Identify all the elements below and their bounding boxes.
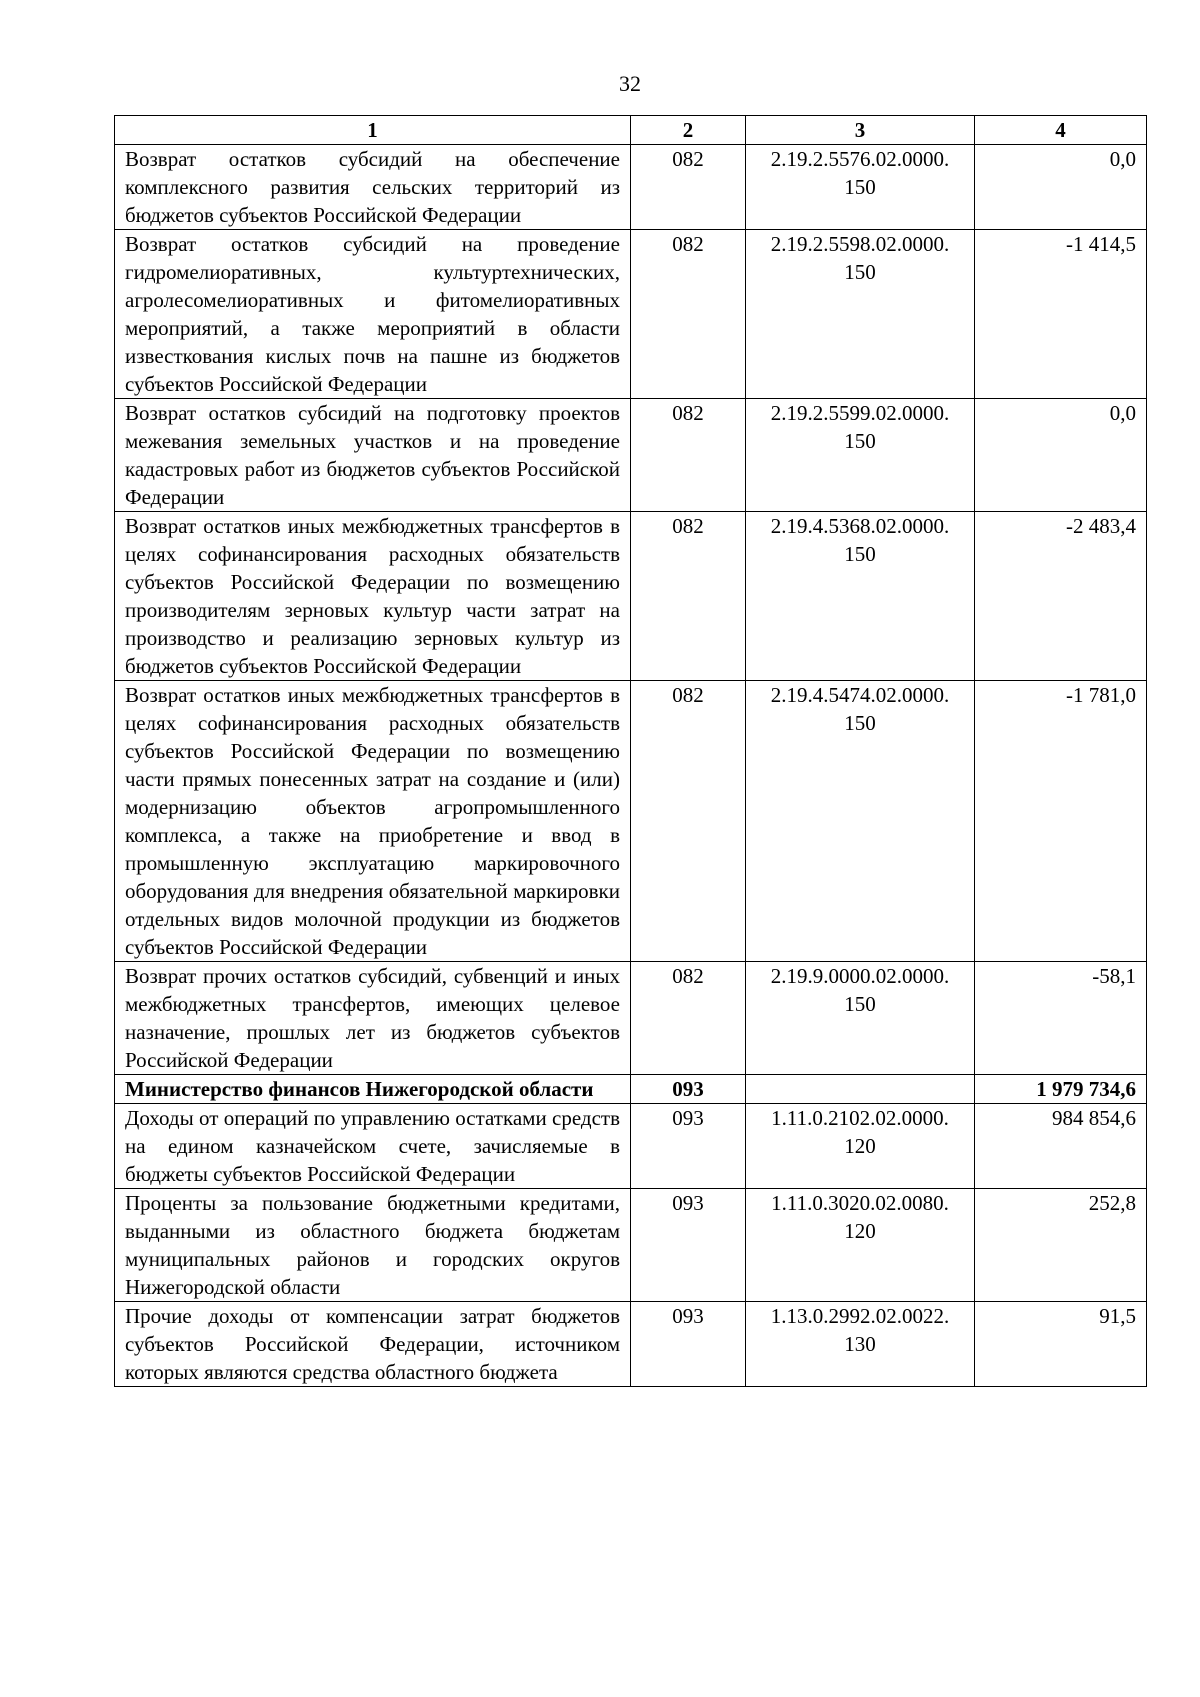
- row-name: Возврат остатков субсидий на проведение гидромелиоративных, культуртехнических, агролесомелиоративных и фитомелиоративных мероприятий, а также мероприятий в области известкования кислых почв на пашне из бюджетов субъектов Российской Федерации: [115, 230, 631, 399]
- row-admin-code: 082: [631, 145, 746, 230]
- row-admin-code: 082: [631, 512, 746, 681]
- row-admin-code: 093: [631, 1189, 746, 1302]
- table-row: [115, 962, 1147, 1075]
- row-amount: -58,1: [975, 962, 1147, 1075]
- row-name: Проценты за пользование бюджетными кредитами, выданными из областного бюджета бюджетам муниципальных районов и городских округов Нижегородской области: [115, 1189, 631, 1302]
- section-total-row: [115, 1075, 1147, 1104]
- table-row: [115, 230, 1147, 399]
- row-amount: -1 781,0: [975, 681, 1147, 962]
- table-row: [115, 512, 1147, 681]
- row-classification-code: 2.19.4.5368.02.0000. 150: [746, 512, 975, 681]
- row-classification-code: 2.19.2.5598.02.0000. 150: [746, 230, 975, 399]
- row-amount: 0,0: [975, 145, 1147, 230]
- header-col-3: 3: [746, 116, 975, 145]
- row-amount: -2 483,4: [975, 512, 1147, 681]
- row-admin-code: 082: [631, 399, 746, 512]
- row-amount: 252,8: [975, 1189, 1147, 1302]
- header-row: [115, 116, 1147, 145]
- table-row: [115, 1189, 1147, 1302]
- revenue-table: [114, 115, 1147, 1387]
- table-body: [115, 145, 1147, 1387]
- row-admin-code: 082: [631, 962, 746, 1075]
- section-name: Министерство финансов Нижегородской области: [115, 1075, 631, 1104]
- row-name: Возврат остатков иных межбюджетных трансфертов в целях софинансирования расходных обязательств субъектов Российской Федерации по возмещению части прямых понесенных затрат на создание и (или) модернизацию объектов агропромышленного комплекса, а также на приобретение и ввод в промышленную эксплуатацию маркировочного оборудования для внедрения обязательной маркировки отдельных видов молочной продукции из бюджетов субъектов Российской Федерации: [115, 681, 631, 962]
- row-name: Возврат остатков иных межбюджетных трансфертов в целях софинансирования расходных обязательств субъектов Российской Федерации по возмещению производителям зерновых культур части затрат на производство и реализацию зерновых культур из бюджетов субъектов Российской Федерации: [115, 512, 631, 681]
- header-col-1: 1: [115, 116, 631, 145]
- table-row: [115, 1104, 1147, 1189]
- header-col-4: 4: [975, 116, 1147, 145]
- row-name: Прочие доходы от компенсации затрат бюджетов субъектов Российской Федерации, источником которых являются средства областного бюджета: [115, 1302, 631, 1387]
- row-classification-code: 1.11.0.2102.02.0000. 120: [746, 1104, 975, 1189]
- row-name: Доходы от операций по управлению остатками средств на едином казначейском счете, зачисляемые в бюджеты субъектов Российской Федерации: [115, 1104, 631, 1189]
- table-row: [115, 145, 1147, 230]
- row-classification-code: 2.19.2.5599.02.0000. 150: [746, 399, 975, 512]
- table-row: [115, 681, 1147, 962]
- section-classification-code: [746, 1075, 975, 1104]
- table-header: [115, 116, 1147, 145]
- row-name: Возврат остатков субсидий на обеспечение комплексного развития сельских территорий из бюджетов субъектов Российской Федерации: [115, 145, 631, 230]
- row-classification-code: 2.19.9.0000.02.0000. 150: [746, 962, 975, 1075]
- section-total-amount: 1 979 734,6: [975, 1075, 1147, 1104]
- row-amount: -1 414,5: [975, 230, 1147, 399]
- row-admin-code: 093: [631, 1302, 746, 1387]
- header-col-2: 2: [631, 116, 746, 145]
- page-number: 32: [619, 71, 641, 96]
- table-row: [115, 1302, 1147, 1387]
- row-amount: 984 854,6: [975, 1104, 1147, 1189]
- row-classification-code: 1.11.0.3020.02.0080. 120: [746, 1189, 975, 1302]
- row-name: Возврат остатков субсидий на подготовку проектов межевания земельных участков и на проведение кадастровых работ из бюджетов субъектов Российской Федерации: [115, 399, 631, 512]
- row-amount: 91,5: [975, 1302, 1147, 1387]
- section-admin-code: 093: [631, 1075, 746, 1104]
- row-admin-code: 082: [631, 681, 746, 962]
- row-classification-code: 1.13.0.2992.02.0022. 130: [746, 1302, 975, 1387]
- table-row: [115, 399, 1147, 512]
- row-admin-code: 093: [631, 1104, 746, 1189]
- row-amount: 0,0: [975, 399, 1147, 512]
- row-classification-code: 2.19.2.5576.02.0000. 150: [746, 145, 975, 230]
- row-admin-code: 082: [631, 230, 746, 399]
- row-classification-code: 2.19.4.5474.02.0000. 150: [746, 681, 975, 962]
- row-name: Возврат прочих остатков субсидий, субвенций и иных межбюджетных трансфертов, имеющих целевое назначение, прошлых лет из бюджетов субъектов Российской Федерации: [115, 962, 631, 1075]
